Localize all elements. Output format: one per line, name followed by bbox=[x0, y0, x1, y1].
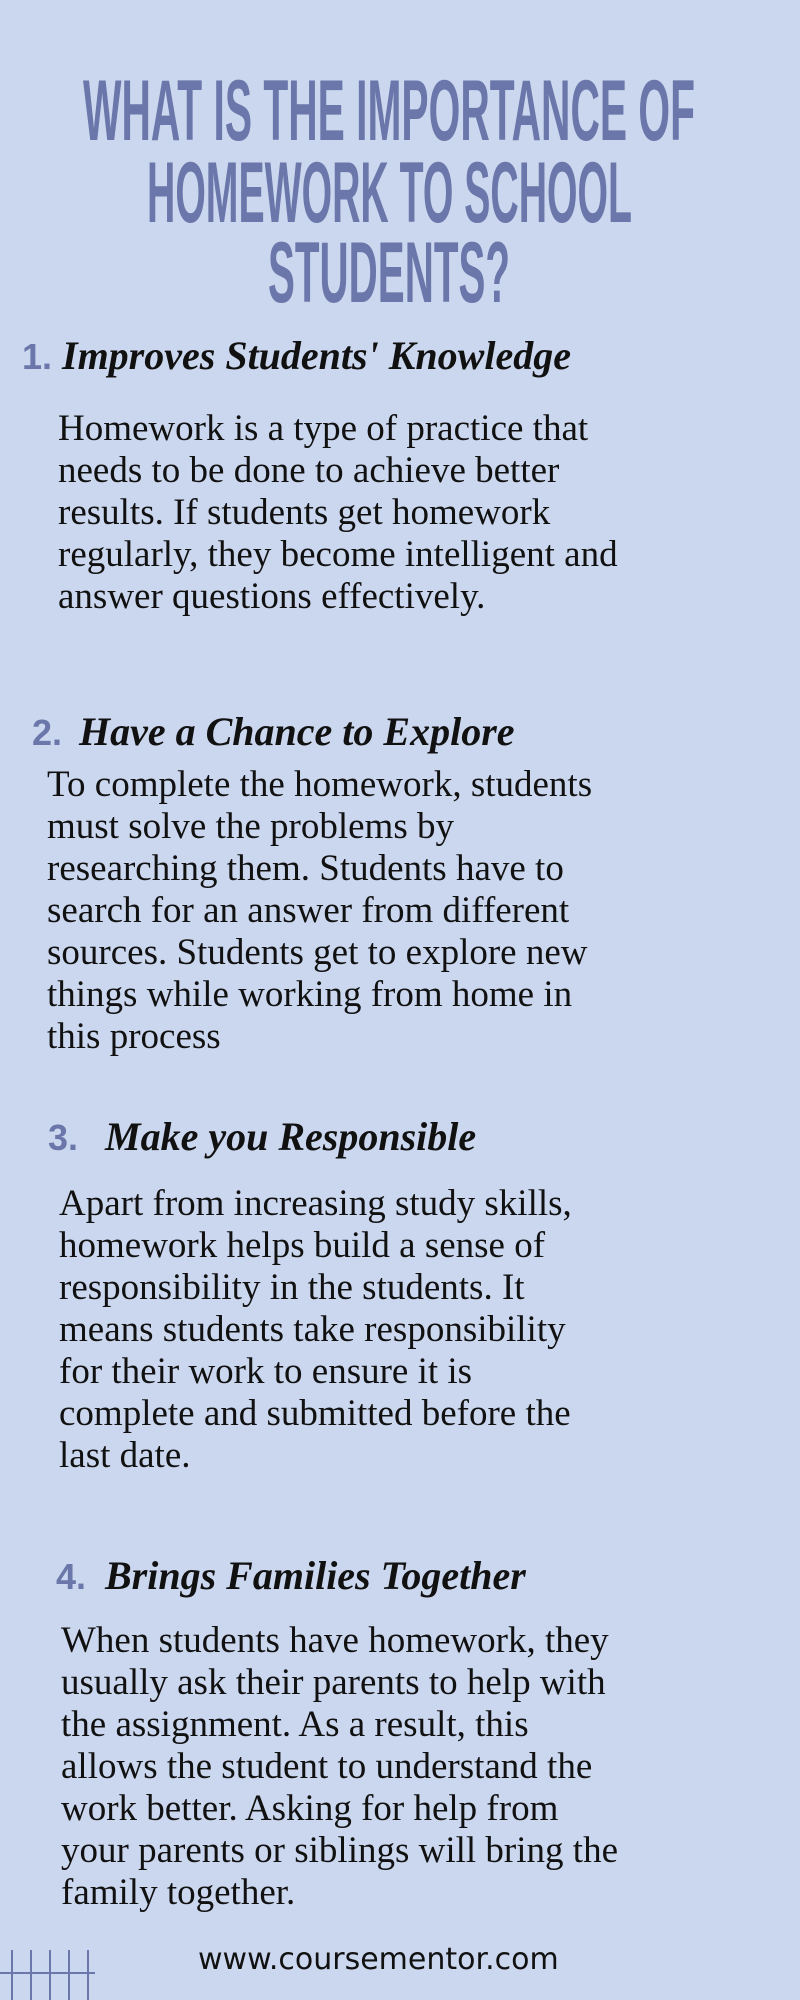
section-body bbox=[59, 1183, 572, 1477]
body-line: this process bbox=[47, 1016, 221, 1057]
body-line: complete and submitted before the bbox=[59, 1393, 571, 1434]
decorative-grid-icon bbox=[0, 1950, 95, 2000]
section-body bbox=[58, 408, 618, 618]
title-line: HOMEWORK TO SCHOOL bbox=[147, 145, 632, 241]
body-line: Homework is a type of practice that bbox=[58, 408, 589, 449]
body-line: regularly, they become intelligent and bbox=[58, 534, 618, 575]
section-body bbox=[47, 764, 592, 1058]
body-line: your parents or siblings will bring the bbox=[61, 1830, 618, 1871]
title-line: STUDENTS? bbox=[268, 225, 510, 320]
section-heading: Brings Families Together bbox=[105, 1553, 526, 1598]
body-line: search for an answer from different bbox=[47, 890, 570, 931]
body-line: homework helps build a sense of bbox=[59, 1225, 546, 1266]
section-heading: Make you Responsible bbox=[105, 1114, 477, 1159]
section-number: 3. bbox=[48, 1117, 79, 1158]
body-line: results. If students get homework bbox=[58, 492, 551, 533]
body-line: When students have homework, they bbox=[61, 1620, 609, 1661]
section-body bbox=[61, 1620, 618, 1914]
body-line: allows the student to understand the bbox=[61, 1746, 593, 1787]
body-line: for their work to ensure it is bbox=[59, 1351, 473, 1392]
body-line: things while working from home in bbox=[47, 974, 573, 1015]
body-line: needs to be done to achieve better bbox=[58, 450, 560, 491]
website-url[interactable]: www.coursementor.com bbox=[198, 1942, 559, 1977]
body-line: researching them. Students have to bbox=[47, 848, 564, 889]
section-heading: Improves Students' Knowledge bbox=[62, 333, 571, 378]
body-line: usually ask their parents to help with bbox=[61, 1662, 606, 1703]
body-line: family together. bbox=[61, 1872, 296, 1913]
section-number: 4. bbox=[56, 1556, 87, 1597]
page-title bbox=[0, 0, 800, 320]
section-number: 1. bbox=[22, 336, 53, 377]
section-number: 2. bbox=[32, 712, 63, 753]
body-line: To complete the homework, students bbox=[47, 764, 593, 805]
body-line: means students take responsibility bbox=[59, 1309, 566, 1350]
body-line: answer questions effectively. bbox=[58, 576, 486, 617]
body-line: Apart from increasing study skills, bbox=[59, 1183, 572, 1224]
body-line: responsibility in the students. It bbox=[59, 1267, 525, 1308]
body-line: last date. bbox=[59, 1435, 191, 1476]
body-line: must solve the problems by bbox=[47, 806, 454, 847]
body-line: sources. Students get to explore new bbox=[47, 932, 588, 973]
body-line: the assignment. As a result, this bbox=[61, 1704, 529, 1745]
body-line: work better. Asking for help from bbox=[61, 1788, 559, 1829]
section-heading: Have a Chance to Explore bbox=[79, 709, 515, 754]
title-line: WHAT IS THE IMPORTANCE OF bbox=[83, 63, 695, 159]
